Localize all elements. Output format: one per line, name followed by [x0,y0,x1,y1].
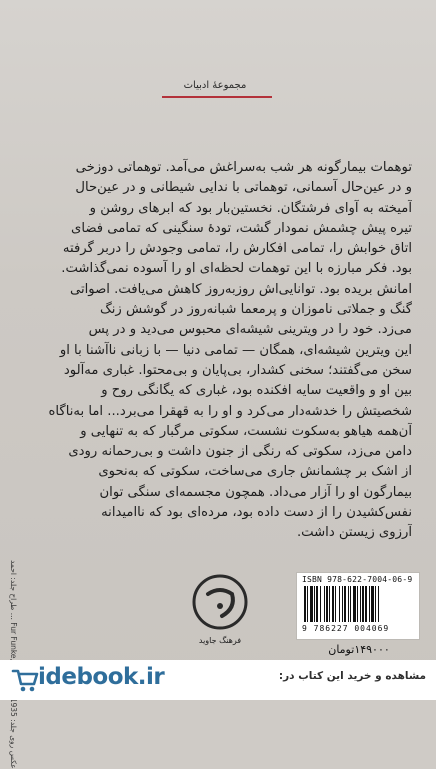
blurb-line: شخصیتش را خدشه‌دار می‌کرد و او را به قهقرا می‌برد... اما به‌ناگاه [48,403,412,419]
blurb-text [26,158,412,544]
blurb-line: بیمارگون او را آزار می‌داد. همچون مجسمه‌ای سنگی توان [99,484,412,500]
blurb-line: آن‌همه هیاهو به‌سکوت نشست، سکوتی مرگبار که به تنهایی و [80,423,412,439]
series-underline [162,96,272,98]
blurb-line: تیره پیش چشمش نمودار گشت، تودهٔ سنگینی که تمامی فضای [71,220,412,236]
series-label: مجموعهٔ ادبیات [183,80,247,91]
blurb-line: دامن می‌زد، سکوتی که رنگی از جنون داشت و بی‌رحمانه رودی [68,444,412,460]
shopping-cart-icon [10,664,40,694]
price-label: ۱۴۹۰۰۰تومان [328,643,390,656]
blurb-line: سخن می‌گفتند؛ سخنی کشدار، بی‌پایان و بی‌محتوا. غباری مه‌آلود [63,362,412,378]
watermark-caption: مشاهده و خرید این کتاب در: [278,670,426,682]
blurb-line: می‌زد. خود را در ویترینی شیشه‌ای محبوس می‌دید و در پس [88,322,412,338]
watermark-brand[interactable]: idebook.ir [38,664,165,690]
blurb-line: گنگ و جملاتی ناموزان و پرمعما شبانه‌روز در گوشش زنگ [99,302,412,318]
isbn-label: ISBN 978-622-7004-06-9 [302,575,413,584]
blurb-line: بود. فکر مبارزه با این توهمات لحظه‌ای او را آسوده نمی‌گذاشت. [61,261,412,277]
barcode-number: 9 786227 004069 [302,624,390,633]
blurb-line: آمیخته به آوای فرشتگان. نخستین‌بار بود که ابرهای روشن و [89,200,412,216]
blurb-line: این ویترین شیشه‌ای، همگان — تمامی دنیا — با زبانی ناآشنا با او [59,342,412,358]
blurb-line: و در عین‌حال آسمانی، توهماتی با ندایی شیطانی و در عین‌حال [75,180,412,196]
blurb-line: اتاق خوابش را، تمامی افکارش را، تمامی وجودش را دربر گرفته [62,241,412,257]
barcode-icon [302,586,412,622]
blurb-line: توهمات بیمارگونه هر شب به‌سراغش می‌آمد. توهماتی دوزخی [75,160,412,175]
cover-credit-text: طراح جلد: احمد ... Fur Funke, 1935 :عکس روی جلد [9,560,18,769]
blurb-line: آرزوی زیستن داشت. [296,525,412,541]
publisher-logo-icon [190,572,250,632]
blurb-line: امانش بریده بود. توانایی‌اش روزبه‌روز کاهش می‌یافت. اصواتی [69,281,412,297]
blurb-line: بین او و واقعیت سایه افکنده بود، غباری که یگانگی روح و [101,383,412,399]
blurb-line: از اشک بر چشمانش جاری می‌ساخت، سکوتی که به‌نحوی [98,464,412,480]
blurb-line: نفس‌کشیدن را از دست داده بود، مرده‌ای بود که ناامیدانه [101,505,412,521]
publisher-name: فرهنگ جاوید [198,636,242,645]
